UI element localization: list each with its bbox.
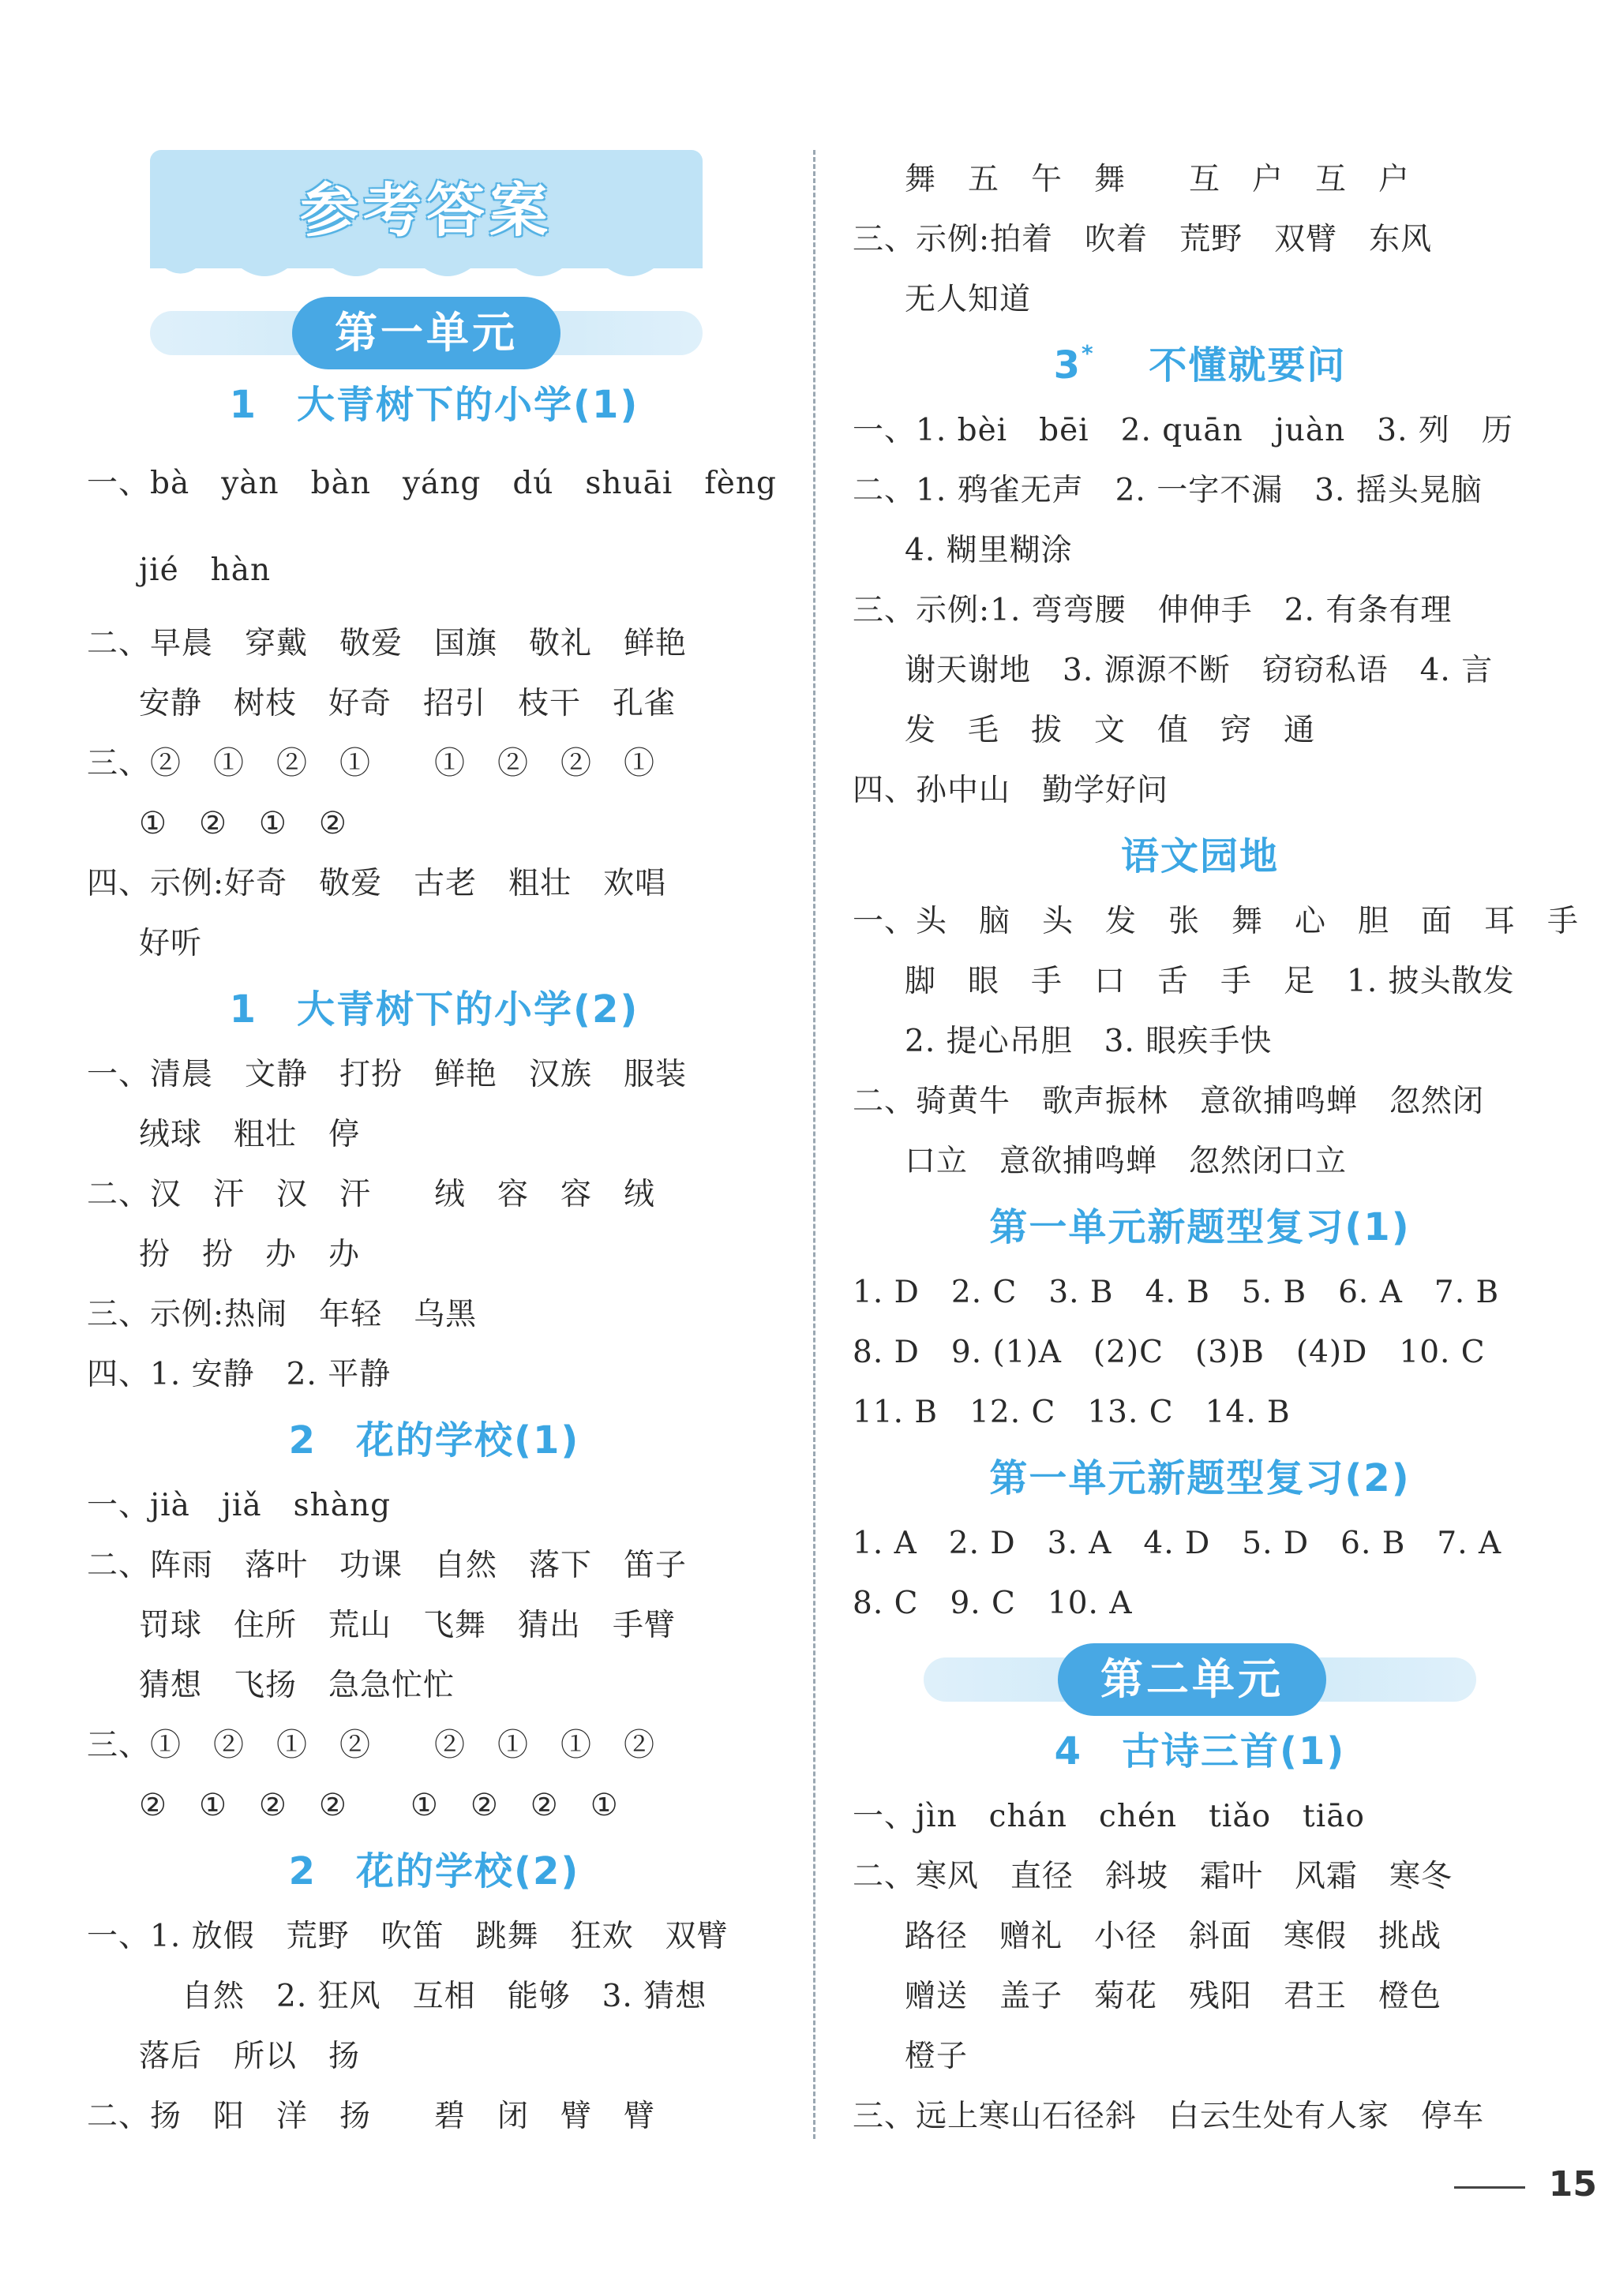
unit-header-1 xyxy=(87,297,782,369)
answer-line: 4. 糊里糊涂 xyxy=(905,533,1073,568)
answer-line: 四、示例:好奇 敬爱 古老 粗壮 欢唱 xyxy=(87,866,667,901)
answer-line: 一、jià jiǎ shàng xyxy=(87,1488,392,1523)
answer-line: 二、扬 阳 洋 扬 碧 闭 臂 臂 xyxy=(87,2099,656,2134)
answer-line: jié hàn xyxy=(139,552,272,588)
answer-line: 二、1. 鸦雀无声 2. 一字不漏 3. 摇头晃脑 xyxy=(853,473,1483,508)
section-number: 3 xyxy=(1053,343,1082,388)
answer-line: 落后 所以 扬 xyxy=(139,2039,361,2074)
answer-line: 罚球 住所 荒山 飞舞 猜出 手臂 xyxy=(139,1608,677,1643)
unit-title: 第二单元 xyxy=(1058,1643,1326,1716)
wave-decoration xyxy=(150,253,703,284)
answer-line: 三、示例:热闹 年轻 乌黑 xyxy=(87,1297,478,1332)
unit-header-2 xyxy=(853,1643,1547,1716)
answer-line: 二、阵雨 落叶 功课 自然 落下 笛子 xyxy=(87,1548,688,1583)
answer-line: 好听 xyxy=(139,926,203,961)
answer-line: 一、bà yàn bàn yáng dú shuāi fèng xyxy=(87,466,777,501)
answer-line: 舞 五 午 舞 互 户 互 户 xyxy=(905,162,1411,197)
answer-line: 一、清晨 文静 打扮 鲜艳 汉族 服装 xyxy=(87,1057,688,1092)
answer-line: 脚 眼 手 口 舌 手 足 1. 披头散发 xyxy=(905,964,1515,999)
answer-line: 1. A 2. D 3. A 4. D 5. D 6. B 7. A xyxy=(853,1526,1502,1561)
answer-line: 2. 提心吊胆 3. 眼疾手快 xyxy=(905,1024,1273,1059)
section-title: 第一单元新题型复习(2) xyxy=(989,1456,1411,1500)
unit-title: 第一单元 xyxy=(292,297,560,369)
answer-line: 赠送 盖子 菊花 残阳 君王 橙色 xyxy=(905,1979,1442,2014)
answer-line: 11. B 12. C 13. C 14. B xyxy=(853,1395,1291,1430)
answer-line: 谢天谢地 3. 源源不断 窃窃私语 4. 言 xyxy=(905,653,1494,688)
left-column xyxy=(87,150,782,2147)
answer-line: ② ① ② ② ① ② ② ① xyxy=(139,1788,619,1823)
answer-line: 发 毛 拔 文 值 窍 通 xyxy=(905,713,1316,748)
answer-line: 一、头 脑 头 发 张 舞 心 胆 面 耳 手 xyxy=(853,904,1580,939)
answer-line: 四、1. 安静 2. 平静 xyxy=(87,1357,392,1392)
answer-line: 一、1. bèi bēi 2. quān juàn 3. 列 历 xyxy=(853,413,1513,448)
optional-star: * xyxy=(1082,340,1095,366)
section-title: 4 古诗三首(1) xyxy=(1054,1729,1346,1774)
section-title xyxy=(853,330,1547,401)
answer-line: 三、② ① ② ① ① ② ② ① xyxy=(87,746,656,781)
answer-line: 三、示例:拍着 吹着 荒野 双臂 东风 xyxy=(853,222,1433,257)
answer-line: 路径 赠礼 小径 斜面 寒假 挑战 xyxy=(905,1919,1442,1954)
answer-line: 8. C 9. C 10. A xyxy=(853,1586,1133,1621)
section-title: 1 大青树下的小学(1) xyxy=(229,383,639,427)
page-number: 15 xyxy=(1548,2164,1597,2204)
answer-line: 三、① ② ① ② ② ① ① ② xyxy=(87,1728,656,1763)
section-title: 2 花的学校(1) xyxy=(288,1418,580,1463)
answer-line: 三、远上寒山石径斜 白云生处有人家 停车 xyxy=(853,2099,1485,2134)
answer-line: 8. D 9. (1)A (2)C (3)B (4)D 10. C xyxy=(853,1335,1486,1370)
section-title: 1 大青树下的小学(2) xyxy=(229,987,639,1032)
answer-banner xyxy=(150,150,703,268)
section-name: 不懂就要问 xyxy=(1149,343,1347,388)
answer-line: 四、孙中山 勤学好问 xyxy=(853,773,1169,808)
answer-line: 扮 扮 办 办 xyxy=(139,1237,361,1272)
answer-line: ① ② ① ② xyxy=(139,806,347,841)
section-title: 语文园地 xyxy=(1120,834,1279,878)
answer-line: 橙子 xyxy=(905,2039,969,2074)
section-title: 第一单元新题型复习(1) xyxy=(989,1205,1411,1249)
answer-line: 1. D 2. C 3. B 4. B 5. B 6. A 7. B xyxy=(853,1275,1500,1310)
answer-line: 猜想 飞扬 急急忙忙 xyxy=(139,1668,455,1703)
answer-line: 二、骑黄牛 歌声振林 意欲捕鸣蝉 忽然闭 xyxy=(853,1084,1485,1119)
answer-line: 绒球 粗壮 停 xyxy=(139,1117,361,1152)
page-title: 参考答案 xyxy=(300,177,553,245)
answer-line: 二、早晨 穿戴 敬爱 国旗 敬礼 鲜艳 xyxy=(87,626,688,661)
answer-line: 一、1. 放假 荒野 吹笛 跳舞 狂欢 双臂 xyxy=(87,1919,729,1954)
answer-line: 二、寒风 直径 斜坡 霜叶 风霜 寒冬 xyxy=(853,1859,1453,1894)
column-divider xyxy=(813,150,815,2139)
answer-line: 自然 2. 狂风 互相 能够 3. 猜想 xyxy=(182,1979,707,2014)
answer-line: 口立 意欲捕鸣蝉 忽然闭口立 xyxy=(905,1144,1348,1179)
answer-line: 一、jìn chán chén tiǎo tiāo xyxy=(853,1799,1365,1834)
answer-line: 安静 树枝 好奇 招引 枝干 孔雀 xyxy=(139,686,677,721)
answer-line: 二、汉 汗 汉 汗 绒 容 容 绒 xyxy=(87,1177,656,1212)
answer-line: 三、示例:1. 弯弯腰 伸伸手 2. 有条有理 xyxy=(853,593,1453,628)
answer-line: 无人知道 xyxy=(905,282,1032,317)
right-column xyxy=(853,150,1580,2147)
page-number-rule xyxy=(1454,2186,1525,2189)
section-title: 2 花的学校(2) xyxy=(288,1849,580,1893)
